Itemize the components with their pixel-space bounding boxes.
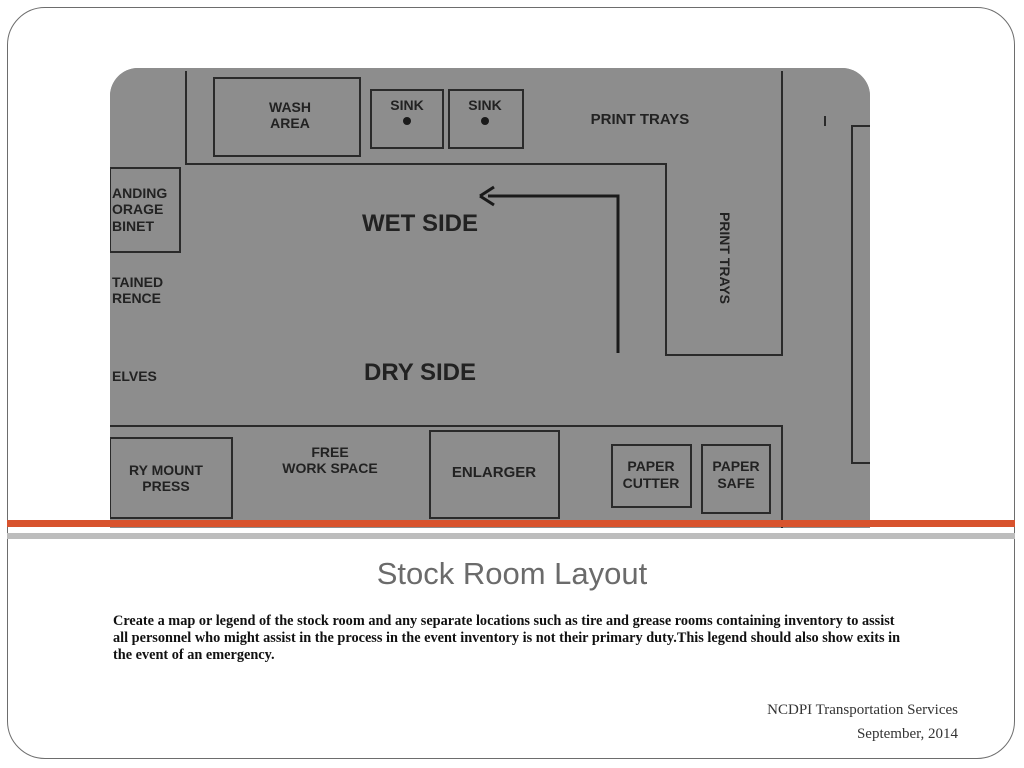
cabinet-label-3: BINET: [112, 218, 154, 234]
paper-cutter-label-1: PAPER: [627, 458, 675, 474]
floor-plan-image: [110, 68, 870, 528]
divider-bar: [7, 533, 1015, 539]
cabinet-label-1: ANDING: [112, 185, 168, 201]
dry-side-label: DRY SIDE: [363, 359, 477, 386]
paper-cutter-label-2: CUTTER: [622, 475, 680, 491]
contained-label-2: RENCE: [112, 290, 162, 306]
paper-safe-label-1: PAPER: [712, 458, 760, 474]
mount-press-label-2: PRESS: [142, 478, 190, 494]
free-work-label-1: FREE: [311, 444, 349, 460]
wash-area-label-2: AREA: [270, 115, 310, 131]
contained-label-1: TAINED: [112, 274, 164, 290]
accent-bar: [7, 520, 1015, 527]
sink-drain-1: [403, 117, 411, 125]
slide-title: Stock Room Layout: [376, 556, 648, 591]
enlarger-label: ENLARGER: [451, 464, 537, 481]
sink-label-1: SINK: [390, 97, 424, 113]
cabinet-label-2: ORAGE: [112, 201, 164, 217]
sink-drain-2: [481, 117, 489, 125]
slide-footer: [767, 698, 958, 746]
footer-date: September, 2014: [856, 726, 958, 742]
print-trays-top-label: PRINT TRAYS: [590, 111, 690, 128]
slide-body-text: Create a map or legend of the stock room and any separate locations such as tire and grease rooms containing inventory to assist all personnel who might assist in the process in the event inventory is not their primary duty.This legend should also show exits in the event of an emergency.: [113, 613, 901, 663]
mount-press-label-1: RY MOUNT: [129, 462, 203, 478]
print-trays-side-label: PRINT TRAYS: [717, 211, 733, 305]
paper-safe-label-2: SAFE: [717, 475, 755, 491]
footer-organization: NCDPI Transportation Services: [767, 702, 958, 718]
wet-side-label: WET SIDE: [361, 210, 479, 237]
free-work-label-2: WORK SPACE: [282, 460, 378, 476]
shelves-label: ELVES: [112, 368, 157, 384]
wash-area-label-1: WASH: [269, 99, 311, 115]
sink-label-2: SINK: [468, 97, 502, 113]
floor-plan-drawing: [110, 68, 870, 528]
